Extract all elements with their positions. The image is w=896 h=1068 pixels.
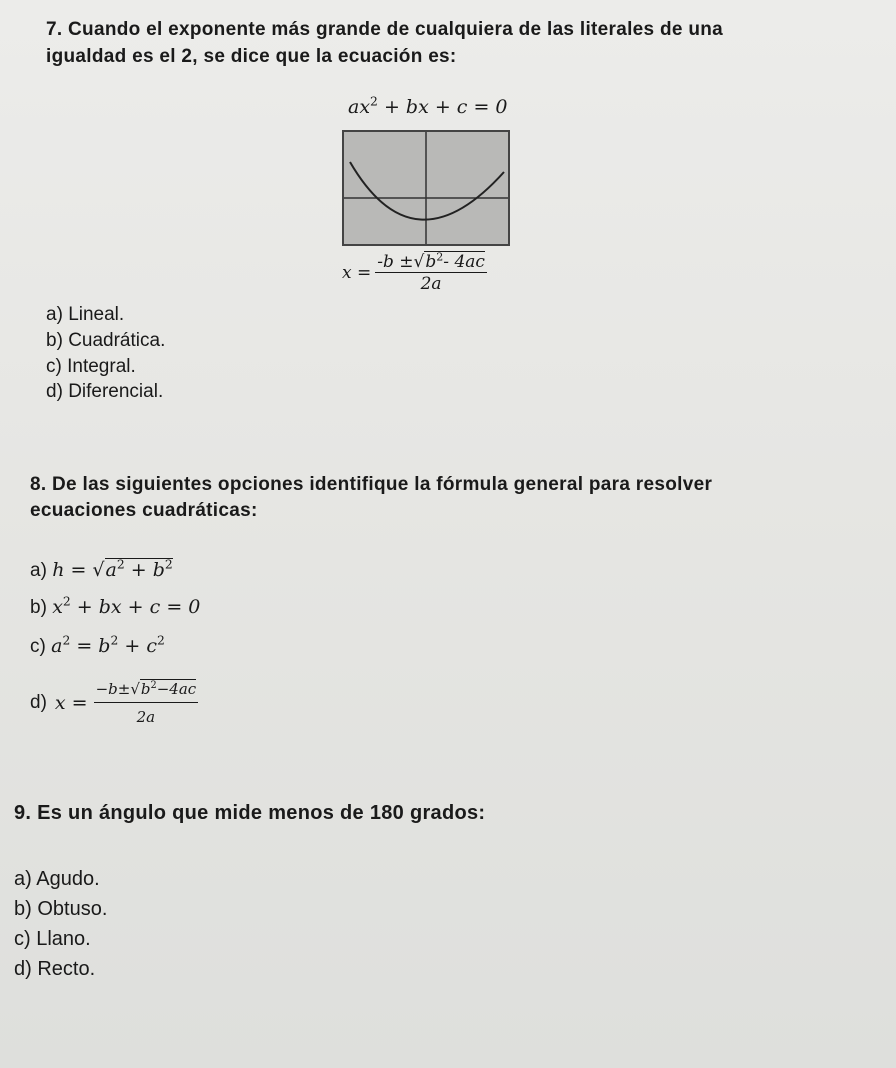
q7-option-c[interactable]: c) Integral.: [46, 356, 136, 377]
q9-title: 9. Es un ángulo que mide menos de 180 grados:: [14, 802, 486, 824]
q7-quadratic-formula: x = $\frac{-b \pm√b^2- 4ac}{2a}$: [342, 250, 485, 294]
q7-option-d[interactable]: d) Diferencial.: [46, 381, 164, 402]
q9-option-c[interactable]: c) Llano.: [14, 928, 91, 950]
parabola-curve: [350, 162, 504, 220]
q9-option-a[interactable]: a) Agudo.: [14, 868, 100, 890]
q9-option-d[interactable]: d) Recto.: [14, 958, 96, 980]
q8-option-c[interactable]: c) $a^2 = b^2 + c^2$: [30, 633, 165, 657]
q7-option-a[interactable]: a) Lineal.: [46, 304, 125, 325]
parabola-graph: [342, 130, 510, 246]
parabola-plot: [344, 132, 508, 244]
q8-title-line1: 8. De las siguientes opciones identifique la fórmula general para resolver: [30, 474, 713, 495]
q9-option-b[interactable]: b) Obtuso.: [14, 898, 108, 920]
q7-equation: $ax^2$ + bx + c = 0: [348, 94, 508, 118]
q7-title-line2: igualdad es el 2, se dice que la ecuación es:: [46, 46, 457, 67]
q8-option-d[interactable]: d) x = $\frac{-b\pm√b^2-4ac}{2a}$: [30, 676, 198, 730]
q7-option-b[interactable]: b) Cuadrática.: [46, 330, 166, 351]
q8-option-b[interactable]: b) $x^2$ + bx + c = 0: [30, 594, 201, 618]
q8-option-a[interactable]: a) $h = √a^2 + b^2$: [30, 557, 173, 581]
q7-title-line1: 7. Cuando el exponente más grande de cualquiera de las literales de una: [46, 19, 724, 40]
q8-title-line2: ecuaciones cuadráticas:: [30, 500, 258, 521]
